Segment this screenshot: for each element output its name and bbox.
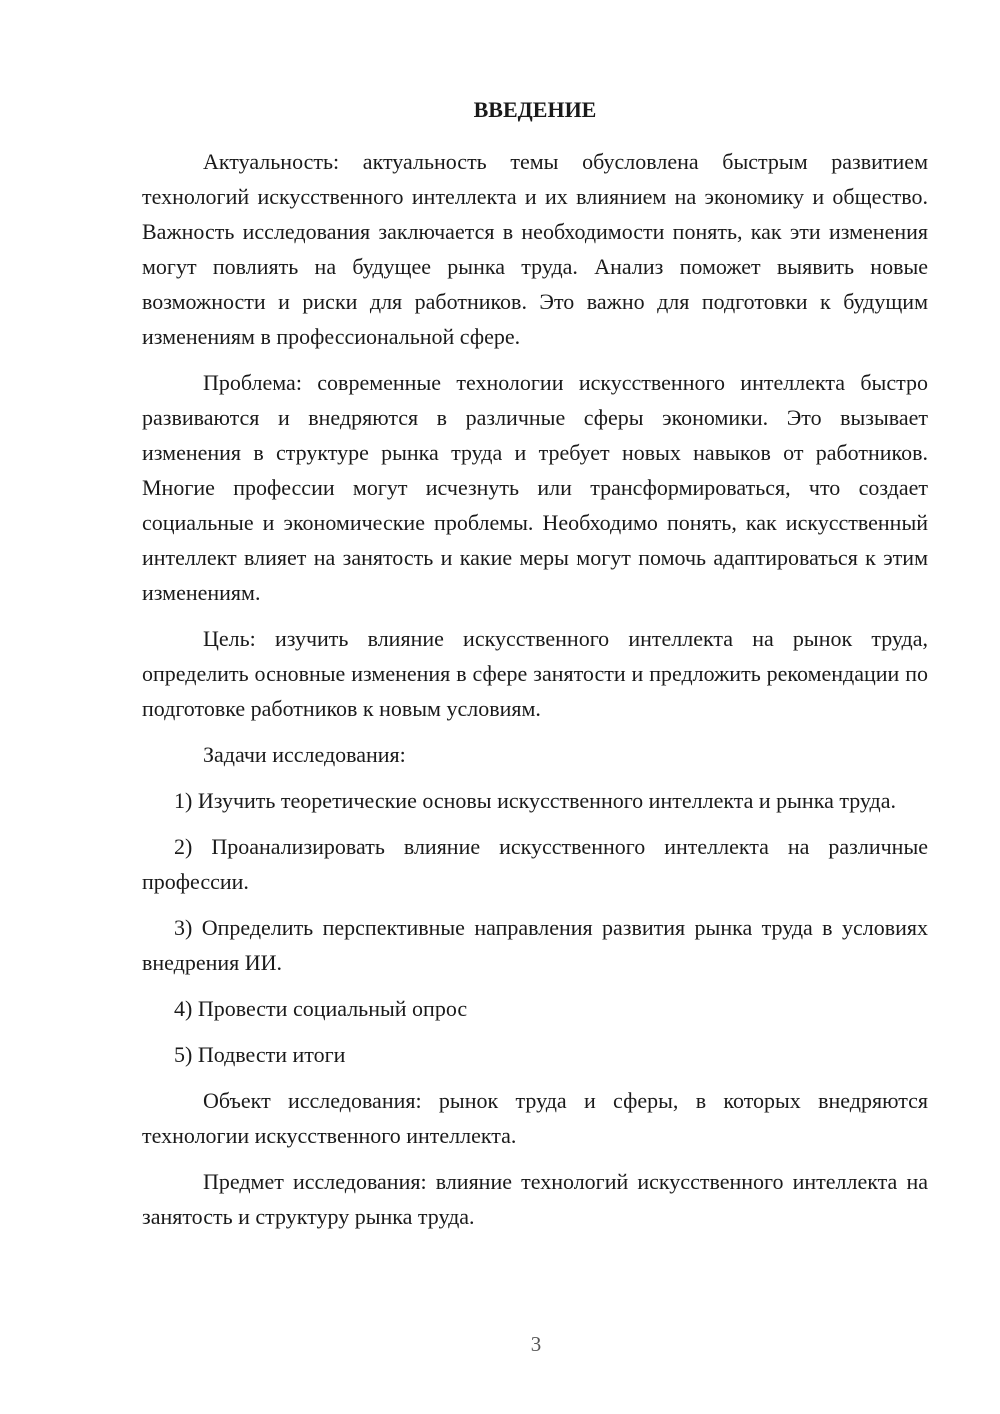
- page-title: ВВЕДЕНИЕ: [473, 97, 597, 122]
- task-item-1: 1) Изучить теоретические основы искусственного интеллекта и рынка труда.: [174, 788, 896, 813]
- tasks-list: [142, 783, 928, 1072]
- object-paragraph: Объект исследования: рынок труда и сферы, в которых внедряются технологии искусственного интеллекта.: [142, 1088, 928, 1148]
- subject-paragraph: Предмет исследования: влияние технологий искусственного интеллекта на занятость и структуру рынка труда.: [142, 1169, 928, 1229]
- tasks-title: Задачи исследования:: [203, 742, 406, 767]
- relevance-paragraph: Актуальность: актуальность темы обусловлена быстрым развитием технологий искусственного интеллекта и их влиянием на экономику и общество. Важность исследования заключается в необходимости понять, как эти изменения могут повлиять на будущее рынка труда. Анализ поможет выявить новые возможности и риски для работников. Это важно для подготовки к будущим изменениям в профессиональной сфере.: [142, 149, 928, 349]
- task-item-2: 2) Проанализировать влияние искусственного интеллекта на различные профессии.: [142, 834, 928, 894]
- page-number: 3: [530, 1332, 542, 1356]
- problem-paragraph: Проблема: современные технологии искусственного интеллекта быстро развиваются и внедряются в различные сферы экономики. Это вызывает изменения в структуре рынка труда и требует новых навыков от работников. Многие профессии могут исчезнуть или трансформироваться, что создает социальные и экономические проблемы. Необходимо понять, как искусственный интеллект влияет на занятость и какие меры могут помочь адаптироваться к этим изменениям.: [142, 370, 928, 605]
- task-item-5: 5) Подвести итоги: [174, 1042, 346, 1067]
- task-item-3: 3) Определить перспективные направления развития рынка труда в условиях внедрения ИИ.: [142, 915, 928, 975]
- goal-paragraph: Цель: изучить влияние искусственного интеллекта на рынок труда, определить основные изменения в сфере занятости и предложить рекомендации по подготовке работников к новым условиям.: [142, 626, 928, 721]
- document-page: [142, 92, 928, 1245]
- task-item-4: 4) Провести социальный опрос: [174, 996, 468, 1021]
